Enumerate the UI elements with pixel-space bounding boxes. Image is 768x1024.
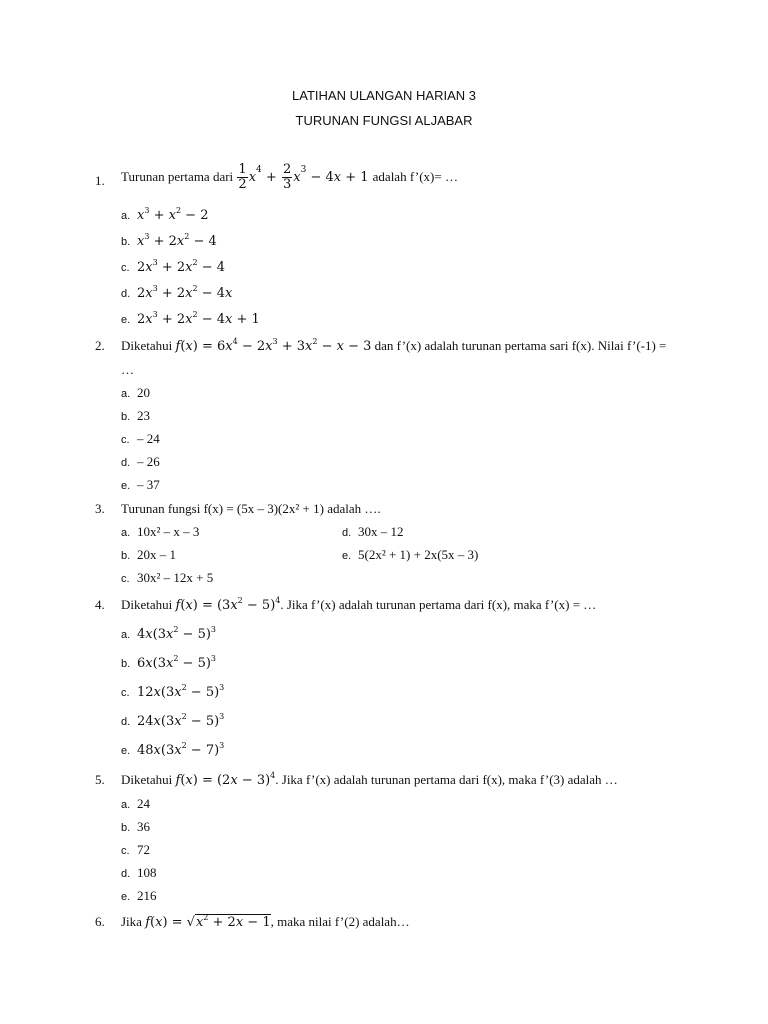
question-5-prefix: Diketahui (121, 772, 173, 787)
question-4-option-b: b. $6x(3x^2 - 5)^3$ (121, 654, 216, 671)
question-1-text (121, 163, 458, 192)
question-3-option-a: a. 10x² – x – 3 (121, 524, 200, 539)
question-2-option-a: a. 20 (121, 385, 150, 400)
question-5-formula: $f(x) = (2x - 3)^4$ (175, 771, 276, 788)
question-4-option-e: e. $48x(3x^2 - 7)^3$ (121, 741, 225, 758)
question-6-prefix: Jika (121, 914, 142, 929)
question-6-number: 6. (95, 914, 105, 929)
question-5-text (121, 772, 618, 788)
question-2-option-e: e. – 37 (121, 477, 160, 492)
question-3-option-c: c. 30x² – 12x + 5 (121, 570, 214, 585)
question-4-text (121, 597, 596, 613)
question-4-option-c: c. $12x(3x^2 - 5)^3$ (121, 683, 225, 700)
question-3-option-e: e. 5(2x² + 1) + 2x(5x – 3) (342, 547, 479, 562)
question-1-option-d: d. $2x^3 + 2x^2 - 4x$ (121, 284, 233, 301)
question-3-option-b: b. 20x – 1 (121, 547, 176, 562)
page-subtitle: TURUNAN FUNGSI ALJABAR (295, 113, 473, 128)
question-5-option-e: e. 216 (121, 888, 157, 903)
question-1-formula: $\frac{1}{2}$ $x^4$ + $\frac{2}{3}$ $x^3 - 4x + 1$ (238, 162, 373, 192)
question-5-number: 5. (95, 772, 105, 787)
question-6-formula: $f(x) = √x^2 + 2x - 1$ (145, 913, 271, 930)
question-4-suffix: . Jika f’(x) adalah turunan pertama dari f(x), maka f’(x) = … (280, 597, 597, 612)
question-1-prefix: Turunan pertama dari (121, 169, 234, 184)
question-4-formula: $f(x) = (3x^2 - 5)^4$ (175, 596, 281, 613)
question-4-option-d: d. $24x(3x^2 - 5)^3$ (121, 712, 225, 729)
question-3-text: Turunan fungsi f(x) = (5x – 3)(2x² + 1) adalah …. (121, 501, 381, 516)
question-2-text (121, 338, 666, 354)
question-2-option-d: d. – 26 (121, 454, 160, 469)
question-2-option-b: b. 23 (121, 408, 150, 423)
question-4-prefix: Diketahui (121, 597, 173, 612)
question-2-continuation: … (121, 362, 134, 377)
question-2-formula: $f(x) = 6x^4 - 2x^3 + 3x^2 - x - 3$ (175, 337, 372, 354)
question-4-option-a: a. $4x(3x^2 - 5)^3$ (121, 625, 216, 642)
question-2-option-c: c. – 24 (121, 431, 160, 446)
question-6-suffix: , maka nilai f’(2) adalah… (270, 914, 410, 929)
question-2-suffix: dan f’(x) adalah turunan pertama sari f(x). Nilai f’(-1) = (374, 338, 667, 353)
question-1-option-c: c. $2x^3 + 2x^2 - 4$ (121, 258, 226, 275)
question-1-option-e: e. $2x^3 + 2x^2 - 4x + 1$ (121, 310, 260, 327)
question-5-suffix: . Jika f’(x) adalah turunan pertama dari f(x), maka f’(3) adalah … (275, 772, 618, 787)
question-3-number: 3. (95, 501, 105, 516)
question-1-suffix: adalah f’(x)= … (372, 169, 458, 184)
question-1-option-a: a. $x^3 + x^2 - 2$ (121, 206, 209, 223)
question-5-option-a: a. 24 (121, 796, 150, 811)
question-5-option-c: c. 72 (121, 842, 150, 857)
question-5-option-d: d. 108 (121, 865, 157, 880)
question-2-number: 2. (95, 338, 105, 353)
page-title: LATIHAN ULANGAN HARIAN 3 (292, 88, 476, 103)
question-1-number: 1. (95, 173, 105, 188)
question-6-text (121, 914, 410, 930)
question-1-option-b: b. $x^3 + 2x^2 - 4$ (121, 232, 217, 249)
question-3-option-d: d. 30x – 12 (342, 524, 404, 539)
question-4-number: 4. (95, 597, 105, 612)
question-5-option-b: b. 36 (121, 819, 150, 834)
question-2-prefix: Diketahui (121, 338, 173, 353)
